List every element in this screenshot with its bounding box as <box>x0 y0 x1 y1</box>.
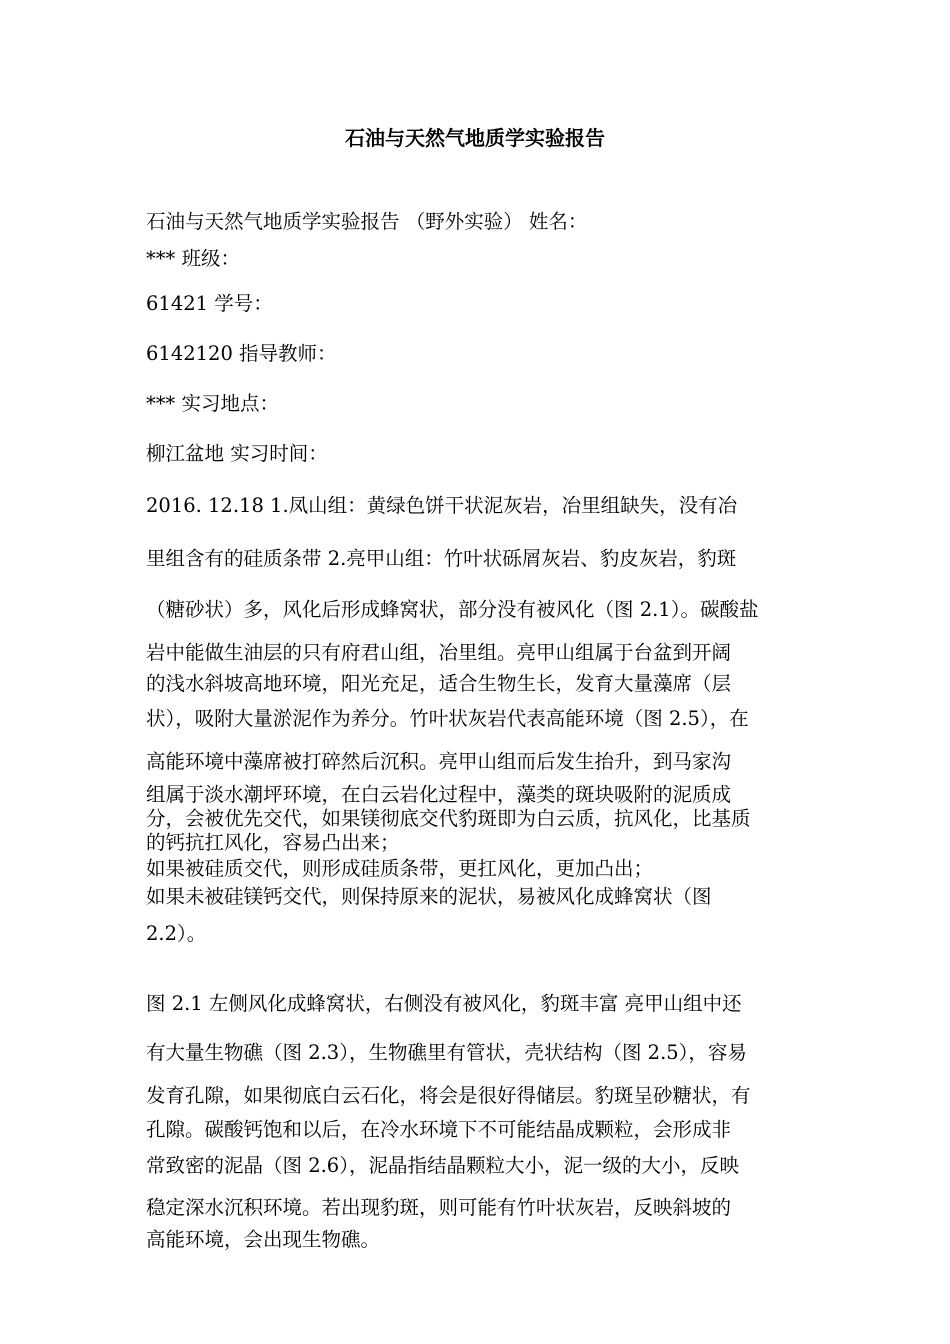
section1-line: 的钙抗扛风化，容易凸出来； <box>146 831 400 854</box>
header-line-report: 石油与天然气地质学实验报告 （野外实验） 姓名： <box>146 210 588 233</box>
section1-line: 岩中能做生油层的只有府君山组，冶里组。亮甲山组属于台盆到开阔 <box>146 641 732 664</box>
header-line-class: *** 班级： <box>146 247 240 270</box>
document-title: 石油与天然气地质学实验报告 <box>345 126 605 150</box>
section1-line: 里组含有的硅质条带 2.亮甲山组：竹叶状砾屑灰岩、豹皮灰岩，豹斑 <box>146 547 737 570</box>
section2-line: 孔隙。碳酸钙饱和以后，在冷水环境下不可能结晶成颗粒，会形成非 <box>146 1118 732 1141</box>
section2-line: 高能环境，会出现生物礁。 <box>146 1228 381 1251</box>
section2-line: 图 2.1 左侧风化成蜂窝状，右侧没有被风化，豹斑丰富 亮甲山组中还 <box>146 992 742 1015</box>
section1-line: 状），吸附大量淤泥作为养分。竹叶状灰岩代表高能环境（图 2.5），在 <box>146 707 749 730</box>
section1-line: 如果未被硅镁钙交代，则保持原来的泥状，易被风化成蜂窝状（图 <box>146 885 712 908</box>
header-line-advisor: 6142120 指导教师： <box>146 342 337 365</box>
section1-line: 高能环境中藻席被打碎然后沉积。亮甲山组而后发生抬升，到马家沟 <box>146 750 732 773</box>
section2-line: 稳定深水沉积环境。若出现豹斑，则可能有竹叶状灰岩，反映斜坡的 <box>146 1196 732 1219</box>
section1-line: 如果被硅质交代，则形成硅质条带，更扛风化，更加凸出； <box>146 857 654 880</box>
section1-line: 组属于淡水潮坪环境，在白云岩化过程中，藻类的斑块吸附的泥质成 <box>146 783 732 806</box>
header-line-time: 柳江盆地 实习时间： <box>146 442 328 465</box>
paragraph-gap <box>146 957 808 977</box>
header-line-student-id: 61421 学号： <box>146 292 273 315</box>
section1-line: 2.2）。 <box>146 922 207 945</box>
section1-line: （糖砂状）多，风化后形成蜂窝状，部分没有被风化（图 2.1）。碳酸盐 <box>146 598 759 621</box>
document-body <box>146 205 808 1253</box>
section2-line: 常致密的泥晶（图 2.6），泥晶指结晶颗粒大小，泥一级的大小，反映 <box>146 1154 739 1177</box>
section1-line: 分，会被优先交代，如果镁彻底交代豹斑即为白云质，抗风化，比基质 <box>146 807 751 830</box>
header-line-location: *** 实习地点： <box>146 392 279 415</box>
section2-line: 有大量生物礁（图 2.3），生物礁里有管状，壳状结构（图 2.5），容易 <box>146 1041 747 1064</box>
section1-line: 的浅水斜坡高地环境，阳光充足，适合生物生长，发育大量藻席（层 <box>146 672 732 695</box>
section2-line: 发育孔隙，如果彻底白云石化，将会是很好得储层。豹斑呈砂糖状，有 <box>146 1084 751 1107</box>
section1-line: 2016. 12.18 1.凤山组：黄绿色饼干状泥灰岩，冶里组缺失，没有冶 <box>146 494 738 517</box>
